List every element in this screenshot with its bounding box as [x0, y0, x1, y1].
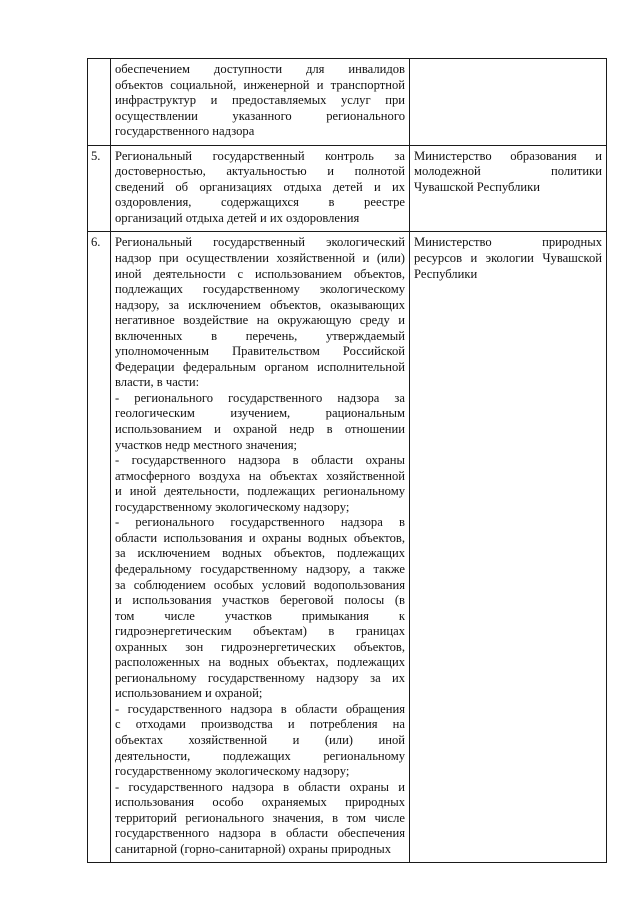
authority-text-line: Чувашской Республики — [414, 179, 540, 194]
supervision-text-line: уполномоченным Правительством Российской — [115, 344, 405, 359]
supervision-text-line: надзору, за исключением объектов, оказывающих — [115, 297, 405, 312]
supervision-text-line: использования особо охраняемых природных — [115, 795, 405, 810]
supervision-text-line: государственного надзора — [115, 124, 255, 139]
supervision-type-cell — [111, 145, 410, 232]
supervision-text-line: Федерации федеральным органом исполнительной — [115, 359, 405, 374]
supervision-text-line: использованием и охраной; — [115, 686, 263, 701]
supervision-text-line: с отходами производства и потребления на — [115, 717, 405, 732]
supervision-text-line: санитарной (горно-санитарной) охраны природных — [115, 841, 392, 856]
row-number: 6. — [91, 235, 101, 250]
supervision-text-line: за соблюдением особых условий водопользования — [115, 577, 405, 592]
supervision-text-line: негативное воздействие на окружающую среду и — [115, 313, 405, 328]
authority-text-line: ресурсов и экологии Чувашской — [414, 251, 602, 266]
supervision-text-line: атмосферного воздуха на объектах хозяйственной — [115, 468, 405, 483]
supervision-text-line: Региональный государственный контроль за — [115, 148, 405, 163]
supervision-text-line: геологическим изучением, рациональным — [115, 406, 405, 421]
supervision-text-line: том числе участков примыкания к — [115, 608, 405, 623]
supervision-text-line: обеспечением доступности для инвалидов — [115, 62, 405, 76]
supervision-text-line: инфраструктур и предоставляемых услуг при — [115, 93, 405, 108]
row-number-cell — [88, 145, 111, 232]
supervision-text-line: федеральному государственному надзору, а также — [115, 561, 405, 576]
supervision-text-line: области использования и охраны водных объектов, — [115, 530, 405, 545]
supervision-text-line: государственному экологическому надзору; — [115, 499, 350, 514]
authority-text-line: Республики — [414, 266, 478, 281]
row-number-cell — [88, 232, 111, 863]
supervision-text-line: - государственного надзора в области охраны — [115, 453, 405, 468]
supervision-type-cell — [111, 232, 410, 863]
supervision-text-line: территорий регионального значения, в том числе — [115, 810, 405, 825]
supervision-text-line: осуществлении указанного регионального — [115, 108, 405, 123]
supervision-text-line: объектов социальной, инженерной и транспортной — [115, 77, 405, 92]
supervision-text-line: надзор при осуществлении хозяйственной и (или) — [115, 251, 405, 266]
supervision-text-line: государственному экологическому надзору; — [115, 764, 350, 779]
supervision-text-line: - государственного надзора в области обращения — [115, 701, 405, 716]
supervision-text-line: участков недр местного значения; — [115, 437, 297, 452]
supervision-text-line: и иной деятельности, подлежащих региональному — [115, 484, 405, 499]
supervision-text-line: государственного надзора в области обеспечения — [115, 826, 405, 841]
supervision-text-line: сведений об организациях отдыха детей и их — [115, 179, 405, 194]
table-row — [88, 232, 607, 863]
responsible-authority-cell — [410, 145, 607, 232]
authority-text-line: Министерство образования и — [414, 148, 602, 163]
supervision-text-line: достоверностью, актуальностью и полнотой — [115, 164, 405, 179]
supervision-text-line: расположенных на водных объектах, подлежащих — [115, 655, 405, 670]
supervision-text-line: и использования участков береговой полосы (в — [115, 593, 405, 608]
supervision-text-line: - регионального государственного надзора за — [115, 390, 405, 405]
supervision-text-line: объектах хозяйственной и (или) иной — [115, 732, 405, 747]
supervision-text-line: власти, в части: — [115, 375, 200, 390]
supervision-table — [87, 58, 607, 863]
row-number: 5. — [91, 148, 101, 163]
row-number-cell — [88, 59, 111, 146]
supervision-text-line: использованием и охраной недр в отношении — [115, 422, 405, 437]
supervision-text-line: организаций отдыха детей и их оздоровления — [115, 210, 360, 225]
table-row — [88, 59, 607, 146]
supervision-text-line: оздоровления, содержащихся в реестре — [115, 195, 405, 210]
supervision-text-line: за исключением водных объектов, подлежащих — [115, 546, 405, 561]
responsible-authority-cell — [410, 232, 607, 863]
supervision-text-line: Региональный государственный экологический — [115, 235, 405, 250]
authority-text-line: молодежной политики — [414, 164, 602, 179]
supervision-text-line: охранных зон гидроэнергетических объектов, — [115, 639, 405, 654]
supervision-text-line: - государственного надзора в области охраны и — [115, 779, 405, 794]
supervision-text-line: гидроэнергетическим объектам) в границах — [115, 624, 405, 639]
supervision-text-line: региональному государственному надзору за их — [115, 670, 405, 685]
supervision-text-line: включенных в перечень, утверждаемый — [115, 328, 405, 343]
responsible-authority-cell — [410, 59, 607, 146]
supervision-text-line: подлежащих государственному экологическому — [115, 282, 405, 297]
table-row — [88, 145, 607, 232]
supervision-table-body — [88, 59, 607, 863]
supervision-text-line: иной деятельности с использованием объектов, — [115, 266, 405, 281]
supervision-text-line: деятельности, подлежащих региональному — [115, 748, 405, 763]
supervision-type-cell — [111, 59, 410, 146]
authority-text-line: Министерство природных — [414, 235, 602, 250]
supervision-text-line: - регионального государственного надзора в — [115, 515, 405, 530]
